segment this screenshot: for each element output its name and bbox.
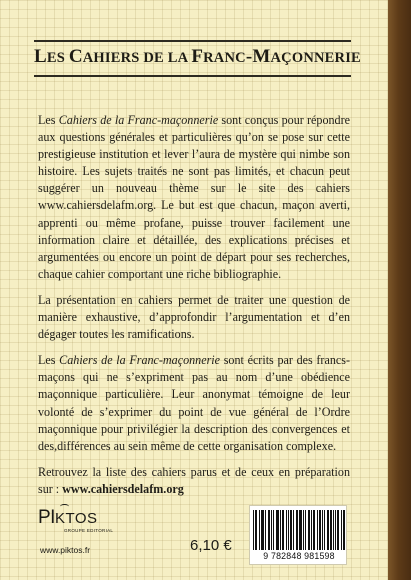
barcode-icon: [253, 510, 345, 550]
blurb-text: [38, 112, 350, 498]
paragraph-1: Les Cahiers de la Franc-maçonnerie sont conçus pour répondre aux questions générales et particulières qu’on se pose sur cette prestigieuse institution et lever l’aura de mystère qui nimbe son histoire. Les sujets traités ne sont pas limités, et chacun peut suggérer un nouveau thème sur le site des cahiers www.cahiersdelafm.org. Le but est que chacun, maçon averti, apprenti ou même profane, puisse trouver facilement une information claire et détaillée, des explications précises et argumentées ou encore un point de départ pour ses recherches, chaque cahier comportant une riche bibliographie.: [38, 113, 350, 281]
paragraph-3: Les Cahiers de la Franc-maçonnerie sont écrits par des francs-maçons qui ne s’expriment pas au nom d’une obédience maçonnique particulière. Leur anonymat témoigne de leur volonté de s’exprimer du point de vue général de l’Ordre maçonnique pour privilégier la description des convergences et des,différences au sein même de cette organisation complexe.: [38, 353, 350, 453]
title-rule-top: [34, 40, 351, 42]
isbn-barcode: [249, 505, 347, 565]
title-rule-bottom: [34, 75, 351, 77]
price: 6,10 €: [190, 537, 232, 554]
paragraph-2: La présentation en cahiers permet de traiter une question de manière exhaustive, d’approfondir l’argumentation et d’en dégager toutes les ramifications.: [38, 292, 350, 342]
publisher-url: www.piktos.fr: [40, 545, 91, 555]
book-spine: [388, 0, 411, 580]
paragraph-4: Retrouvez la liste des cahiers parus et de ceux en préparation sur : www.cahiersdelafm.org: [38, 464, 350, 496]
website-link: www.cahiersdelafm.org: [62, 481, 184, 496]
series-title: LES CAHIERS DE LA FRANC-MAÇONNERIE: [34, 46, 361, 67]
piktos-logo: PIKTOS GROUPE EDITORIAL: [38, 507, 98, 537]
isbn-number: 9 782848 981598: [263, 551, 335, 561]
